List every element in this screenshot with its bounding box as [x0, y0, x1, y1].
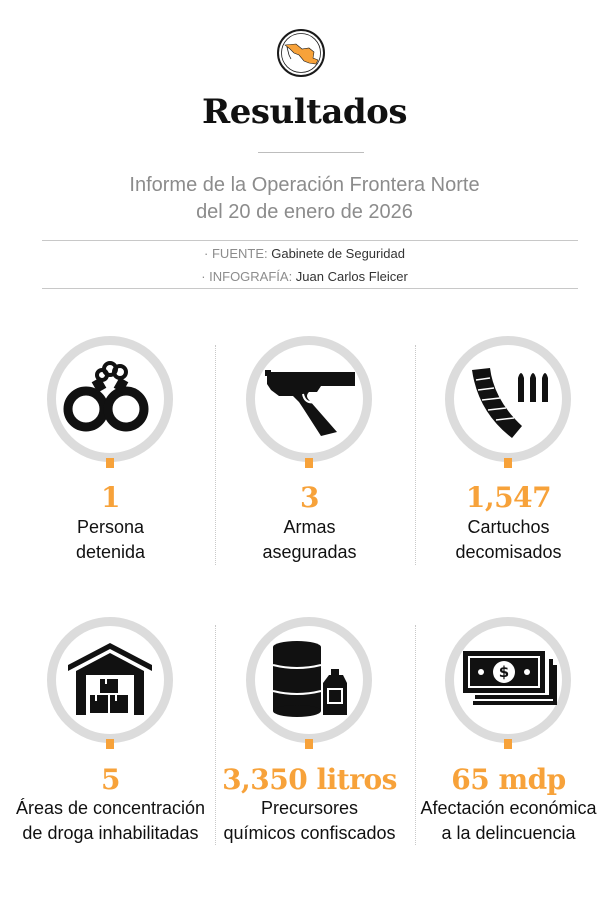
stat-label-line-1: Cartuchos	[467, 517, 550, 537]
ring-connector	[305, 739, 313, 749]
warehouse-icon	[60, 637, 160, 717]
stat-label-line-2: químicos confiscados	[223, 823, 396, 843]
credits-top-divider	[42, 240, 578, 241]
stat-label	[407, 515, 609, 565]
source-value: Gabinete de Seguridad	[267, 246, 405, 261]
stat-label-line-1: Armas	[283, 517, 336, 537]
barrel-icon	[259, 637, 359, 717]
ring-connector	[504, 458, 512, 468]
ring-connector	[106, 739, 114, 749]
stat-label-line-2: decomisados	[455, 542, 562, 562]
stat-label-line-2: a la delincuencia	[441, 823, 576, 843]
infographic-key: · INFOGRAFÍA:	[201, 269, 293, 284]
ring-connector	[305, 458, 313, 468]
stat-label-line-1: Afectación económica	[420, 798, 597, 818]
stat-label	[407, 796, 609, 846]
stat-label-line-2: aseguradas	[262, 542, 357, 562]
stat-label	[208, 796, 411, 846]
stat-label	[9, 796, 212, 846]
ammo-icon	[460, 360, 560, 440]
stat-label	[9, 515, 212, 565]
stat-label	[208, 515, 411, 565]
ring-connector	[504, 739, 512, 749]
source-key: · FUENTE:	[204, 246, 268, 261]
stat-label-line-1: Precursores	[260, 798, 359, 818]
infographic-credit	[0, 269, 609, 284]
stat-label-line-1: Áreas de concentración	[15, 798, 206, 818]
stat-label-line-1: Persona	[76, 517, 145, 537]
subtitle	[0, 172, 609, 226]
mexico-map-logo	[276, 28, 326, 78]
subtitle-line-2: del 20 de enero de 2026	[196, 201, 413, 223]
subtitle-line-1: Informe de la Operación Frontera Norte	[129, 174, 480, 196]
ring-connector	[106, 458, 114, 468]
pistol-icon	[259, 360, 359, 440]
stat-value: 3,350 litros	[222, 763, 397, 796]
page-title: Resultados	[202, 92, 407, 132]
stat-label-line-2: detenida	[75, 542, 146, 562]
credits-bottom-divider	[42, 288, 578, 289]
handcuffs-icon	[60, 357, 160, 437]
stat-value: 65 mdp	[451, 763, 566, 796]
stat-value: 5	[101, 763, 120, 796]
stat-value: 1,547	[465, 481, 552, 514]
stat-value: 1	[101, 481, 120, 514]
cash-icon	[459, 645, 559, 725]
stat-value: 3	[300, 481, 319, 514]
infographic-value: Juan Carlos Fleicer	[292, 269, 408, 284]
svg-text:$: $	[498, 663, 510, 681]
source-credit	[0, 246, 609, 261]
stat-label-line-2: de droga inhabilitadas	[22, 823, 199, 843]
title-divider	[258, 152, 364, 153]
